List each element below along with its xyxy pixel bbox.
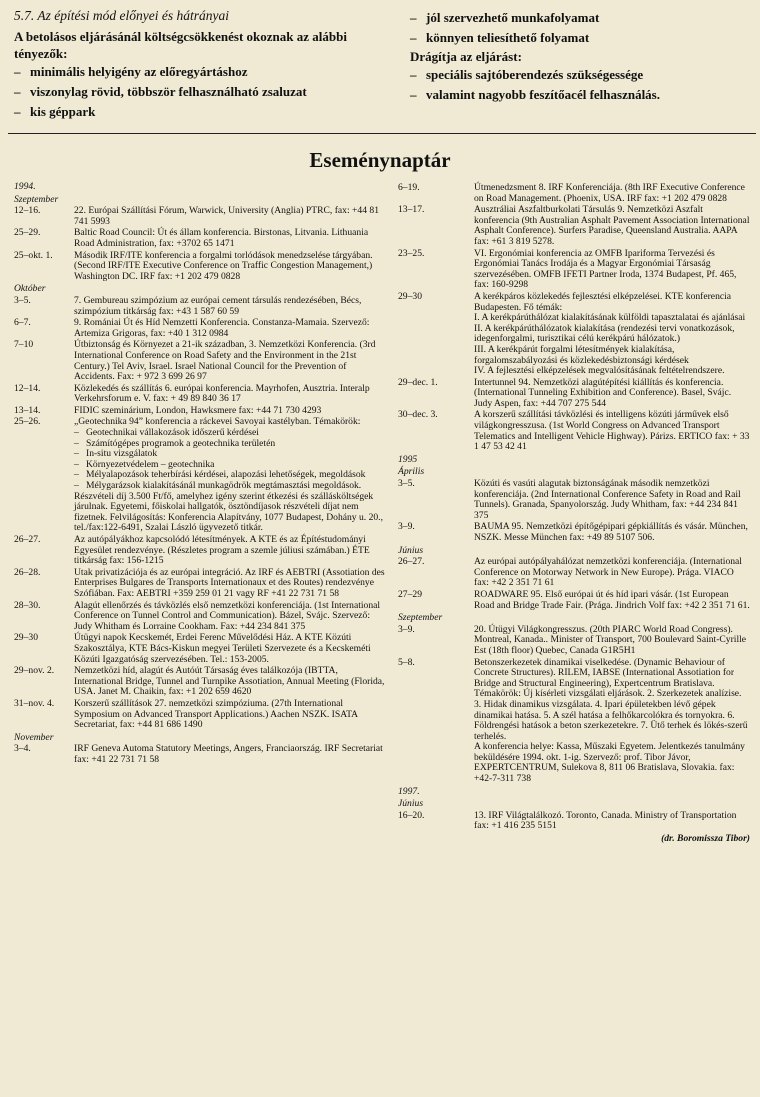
event-description: 20. Útügyi Világkongresszus. (20th PIARC World Road Congress). Montreal, Kanada.. Minister of Transport, 700 Boulevard Saint-Cyrille Est (18th floor) Quebec, Canada G1R5H1 — [474, 623, 747, 656]
calendar-event — [398, 205, 750, 247]
event-description: Az autópályákhoz kapcsolódó létesítmények. A KTE és az Építéstudományi Egyesület rendezvénye. (Részletes program a szemle júliusi számában.) ÉTE titkárság fax: 156-1215 — [74, 534, 370, 567]
event-description: 9. Romániai Út és Híd Nemzetti Konferencia. Constanza-Mamaia. Szervező: Artemiza Grigoras, fax: +40 1 312 0984 — [74, 317, 370, 339]
calendar-event — [14, 296, 388, 317]
event-paragraph: I. A kerékpárúthálózat kialakításának külföldi tapasztalatai és ajánlásai — [474, 312, 746, 324]
event-date: 26–28. — [14, 566, 41, 578]
event-description: Második IRF/ITE konferencia a forgalmi torlódások menedzselése tárgyában. (Second IRF/ITE Executive Conference on Traffic Congestion Management,) Washington DC. IRF fax: +1 202 479 0828 — [74, 249, 373, 282]
event-date: 3–5. — [398, 478, 415, 490]
event-date: 3–9. — [398, 623, 415, 635]
event-text — [474, 292, 750, 377]
drawbacks-title: Drágítja az eljárást: — [410, 49, 522, 64]
event-date: 29–nov. 2. — [14, 665, 55, 677]
calendar-event — [398, 479, 750, 521]
event-description: 13. IRF Világtalálkozó. Toronto, Canada. Ministry of Transportation fax: +1 416 235 5151 — [474, 809, 737, 832]
event-date: 7–10 — [14, 339, 34, 351]
event-paragraph: A konferencia helye: Kassa, Műszaki Egyetem. Jelentkezés tanulmány beküldésére 1994. okt. 1-ig. Szervező: prof. Tibor Jávor, EXPERTCENTRUM, Sulekova 8, 811 06 Bratislava, Slovakia. fax: +42-7-311 738 — [474, 741, 745, 785]
event-description: Utak privatizációja és az európai integráció. Az IRF és AEBTRI (Assotiation des Enterprises Bulgares de Transports Internationaux et des Routes) rendezvénye Szófiában. Fax: AEBTRI +359 259 01 21 vagy RF +41 22 731 71 58 — [74, 566, 385, 599]
event-description: Ausztráliai Aszfaltburkolati Társulás 9. Nemzetközi Aszfalt konferencia (9th Australian Asphalt Pavement Association International Asphalt Conference). Surfers Paradise, Queensland Australia. AAPA fax: +61 3 819 5278. — [474, 204, 750, 247]
event-description: Baltic Road Council: Út és állam konferencia. Birstonas, Litvania. Lithuania Road Administration, fax: +3702 65 1471 — [74, 227, 369, 249]
section-title: 5.7. Az építési mód előnyei és hátrányai — [14, 8, 229, 23]
advantage-item: – kis géppark — [14, 102, 394, 122]
drawbacks-list — [410, 65, 750, 105]
event-paragraph: II. A kerékpárúthálózatok kialakítása (rendezési tervi vonatkozások, idegenforgalmi, turisztikai célú kerékpárú hálózatok.) — [474, 322, 735, 345]
event-date: 12–16. — [14, 205, 41, 217]
advantage-item: – viszonylag rövid, többször felhasználható zsaluzat — [14, 82, 394, 102]
signature: (dr. Boromissza Tibor) — [661, 833, 750, 845]
calendar-left-column — [14, 182, 388, 765]
advantage-item: – minimális helyigény az előregyártáshoz — [14, 62, 394, 82]
calendar-event — [398, 658, 750, 785]
event-text — [74, 744, 388, 765]
calendar-group-heading: 1997. — [398, 785, 420, 797]
event-date: 12–14. — [14, 382, 41, 394]
calendar-event — [398, 557, 750, 589]
calendar-event — [398, 522, 750, 543]
section-left-column — [14, 8, 394, 122]
event-topic: – Környezetvédelem – geotechnika — [74, 460, 388, 471]
event-text — [74, 601, 388, 633]
section-right-column — [410, 8, 750, 105]
event-text — [474, 658, 750, 785]
event-description: Az európai autópályahálózat nemzetközi konferenciája. (International Conference on Motorway Network in New Europe). Prága. VIACO fax: +42 2 351 71 61 — [474, 556, 742, 589]
event-description: Korszerű szállítások 27. nemzetközi szimpóziuma. (27th International Symposium on Advanced Transport Applications.) Aachen NSZK. ISATA Secretariat, fax: +44 81 686 1490 — [74, 697, 358, 731]
event-text — [474, 249, 750, 291]
section-intro: A betolásos eljárásánál költségcsökkenést okoznak az alábbi tényezők: — [14, 29, 347, 61]
event-text — [474, 811, 750, 832]
event-date: 28–30. — [14, 599, 41, 611]
calendar-event — [14, 568, 388, 600]
event-date: 16–20. — [398, 809, 425, 821]
event-description: Intertunnel 94. Nemzetközi alagútépítési kiállítás és konferencia. (International Tunneling Exhibition and Conference). Basel, Svájc. Judy Aspen, fax: +44 707 275 544 — [474, 376, 732, 409]
calendar-event — [14, 535, 388, 567]
event-date: 13–17. — [398, 204, 425, 216]
calendar-event — [398, 292, 750, 377]
event-date: 26–27. — [14, 534, 41, 545]
event-topic: – Számítógépes programok a geotechnika területén — [74, 439, 388, 450]
event-description: „Geotechnika 94” konferencia a ráckevei Savoyai kastélyban. Témakörök: — [74, 416, 361, 428]
calendar-event — [14, 699, 388, 731]
advantages-list-left — [14, 62, 394, 122]
event-text — [74, 318, 388, 339]
event-paragraph: IV. A fejlesztési elképzelések megvalósításának feltételrendszere. — [474, 365, 725, 377]
calendar-event — [398, 378, 750, 410]
event-date: 27–29 — [398, 588, 422, 600]
calendar-event — [398, 410, 750, 452]
event-description: Közúti és vasúti alagutak biztonságának második nemzetközi konferenciája. (2nd International Conference Safety in Road and Rail Tunnels). Granada, Spanyolország. Judy Whitham, fax: +44 234 841 375 — [474, 478, 741, 521]
event-date: 26–27. — [398, 556, 425, 568]
calendar-group-heading: 1995 — [398, 453, 418, 465]
advantage-item: – jól szervezhető munkafolyamat — [410, 8, 750, 28]
calendar-event — [14, 601, 388, 633]
event-date: 3–5. — [14, 294, 31, 306]
event-date: 25–26. — [14, 416, 41, 428]
event-date: 25–okt. 1. — [14, 249, 53, 261]
event-text — [74, 417, 388, 534]
calendar-group-heading: Június — [398, 798, 424, 810]
event-text — [474, 557, 750, 589]
event-description: Közlekedés és szállítás 6. európai konferencia. Mayrhofen, Ausztria. Interalp Verkehrsforum e. V. fax: + 49 89 840 36 17 — [74, 382, 370, 405]
event-description: 7. Gembureau szimpózium az európai cement társulás rendezésében, Bécs, szimpózium titkárság fax: +43 1 587 60 59 — [74, 294, 362, 317]
event-date: 6–19. — [398, 182, 420, 193]
event-description: Alagút ellenőrzés és távközlés első nemzetközi konferenciája. (1st International Conference on Tunnel Control and Communication). Bázel, Svájc. Szervező: Judy Whitham és Lorraine Cookham. Fax: +44 234 841 375 — [74, 599, 381, 632]
event-text — [74, 296, 388, 317]
event-text — [74, 633, 388, 665]
event-date: 30–dec. 3. — [398, 409, 438, 421]
event-text — [74, 666, 388, 698]
calendar-title: Eseménynaptár — [309, 148, 451, 172]
event-text — [474, 378, 750, 410]
event-topic: – Geotechnikai vállakozások időszerű kérdései — [74, 428, 388, 439]
event-date: 31–nov. 4. — [14, 697, 55, 709]
event-text — [74, 535, 388, 567]
event-topic: – Mélygarázsok kialakításánál munkagödrök megtámasztási megoldások. — [74, 481, 388, 492]
calendar-event — [14, 318, 388, 339]
event-description: ROADWARE 95. Első európai út és híd ipari vásár. (1st European Road and Bridge Trade Fair. (Prága. Jindrich Volf fax: +42 2 351 71 61. — [474, 588, 750, 611]
event-date: 3–9. — [398, 521, 415, 533]
event-description: A kerékpáros közlekedés fejlesztési elképzelései. KTE konferencia Budapesten. Fő témák: — [474, 290, 732, 313]
drawback-item: – valamint nagyobb feszítőacél felhasználás. — [410, 85, 750, 105]
event-description: 22. Európai Szállítási Fórum, Warwick, University (Anglia) PTRC, fax: +44 81 741 5993 — [74, 205, 380, 227]
calendar-group-heading: Szeptember — [398, 612, 443, 624]
event-text — [474, 205, 750, 247]
event-description: Útmenedzsment 8. IRF Konferenciája. (8th IRF Executive Conference on Road Management. (Phoenix, USA. IRF fax: +1 202 479 0828 — [474, 182, 745, 204]
event-date: 3–4. — [14, 743, 31, 755]
event-date: 13–14. — [14, 404, 41, 416]
calendar-right-column — [398, 182, 750, 845]
calendar-event — [14, 417, 388, 534]
calendar-event — [14, 340, 388, 382]
event-text — [474, 479, 750, 521]
calendar-event — [14, 406, 388, 417]
event-extra: Részvételi díj 3.500 Ft/fő, amelyhez igény szerint étkezési és szállásköltségek járulnak. Egyetemi, főiskolai hallgatók, ösztöndíjasok részvételi díjat nem fizetnek. Felvilágosítás: Konferencia Alapítvány, 1077 Budapest, Dohány u. 20., tel./fax:122-6491, Szalai László ügyvezető titkár. — [74, 490, 383, 534]
calendar-event — [14, 384, 388, 405]
event-text — [474, 590, 750, 611]
event-topic: – Mélyalapozások teherbírási kérdései, alapozási lehetőségek, megoldások — [74, 470, 388, 481]
horizontal-rule — [8, 133, 756, 134]
event-text — [74, 406, 388, 417]
event-description: A korszerű szállítási távközlési és intelligens közúti járművek első világkongresszusa. (1st World Congress on Advanced Transport Telematics and Intelligent Vehicle Highway). Párizs. ERTICO fax: + 33 1 47 53 42 41 — [474, 409, 750, 453]
calendar-group-heading: Június — [398, 544, 424, 556]
event-text — [474, 522, 750, 543]
advantage-item: – könnyen teliesíthető folyamat — [410, 28, 750, 48]
calendar-group-heading: Október — [14, 283, 46, 295]
calendar-event — [14, 666, 388, 698]
calendar-event — [14, 251, 388, 283]
event-text — [474, 410, 750, 452]
calendar-group-heading: 1994. — [14, 181, 36, 192]
calendar-event — [398, 249, 750, 291]
event-text — [74, 699, 388, 731]
event-text — [74, 340, 388, 382]
calendar-event — [14, 206, 388, 227]
event-text — [474, 625, 750, 657]
event-date: 29–30 — [14, 632, 38, 644]
event-text — [74, 206, 388, 227]
event-description: BAUMA 95. Nemzetközi építőgépipari gépkiállítás és vásár. München, NSZK. Messe München fax: +49 89 5107 506. — [474, 521, 748, 543]
event-description: Nemzetközi híd, alagút és Autóút Társaság éves találkozója (IBTTA, International Bridge, Tunnel and Turnpike Assotiation, Annual Meeting (Florida, USA. Janet M. Chaikin, fax: +1 202 659 4620 — [74, 665, 385, 698]
event-description: Betonszerkezetek dinamikai viselkedése. (Dynamic Behaviour of Concrete Structures). RILEM, IABSE (International Assotiation for Bridge and Structural Engineering), Expertcentrum Bratislava. Témakörök: Új kísérleti vizsgálati eljárások. 2. Szerkezetek analízise. 3. Hidak dinamikus vizsgálata. 4. Ipari épületekben lévő gépek dinamikai hatása. 5. A szél hatása a felhőkarcolókra és tornyokra. 6. Földrengési hatások a beton szerkezetekre. 7. Ütő terhek és lökés-szerű terhelés. — [474, 656, 748, 742]
event-text — [474, 183, 750, 204]
calendar-event — [398, 590, 750, 611]
calendar-group-heading: Április — [398, 466, 425, 478]
event-text — [74, 228, 388, 249]
calendar-event — [14, 228, 388, 249]
advantages-list-right — [410, 8, 750, 48]
drawback-item: – speciális sajtóberendezés szükségessége — [410, 65, 750, 85]
calendar-event — [14, 744, 388, 765]
calendar-event — [398, 625, 750, 657]
event-date: 25–29. — [14, 227, 41, 239]
event-date: 6–7. — [14, 317, 31, 329]
event-text — [74, 568, 388, 600]
calendar-group-heading: November — [14, 731, 54, 743]
event-topic-list — [74, 428, 388, 492]
calendar-group-heading: Szeptember — [14, 193, 59, 205]
event-description: FIDIC szeminárium, London, Hawksmere fax: +44 71 730 4293 — [74, 404, 322, 416]
section-5-7 — [14, 8, 754, 136]
calendar-event — [14, 633, 388, 665]
event-topic: – In-situ vizsgálatok — [74, 449, 388, 460]
event-description: Útügyi napok Kecskemét, Erdei Ferenc Művelődési Ház. A KTE Közúti Szakosztálya, KTE Bács-Kiskun megyei Területi Szervezete és a Kecskeméti Közúti Igazgatóság szervezésében. Tel.: 153-2005. — [74, 632, 371, 665]
event-date: 29–dec. 1. — [398, 376, 438, 388]
event-text — [74, 384, 388, 405]
event-text — [74, 251, 388, 283]
event-paragraph: III. A kerékpárút forgalmi létesítmények kialakítása, forgalomszabályozási és közlekedésbiztonsági kérdések — [474, 343, 689, 366]
event-date: 5–8. — [398, 656, 415, 668]
calendar-event — [398, 183, 750, 204]
event-description: VI. Ergonómiai konferencia az OMFB Ipariforma Tervezési és Ergonómiai Tanács Irodája és a Magyar Ergonómiai Társaság szervezésében. OMFB IFETI Partner Iroda, 1374 Budapest, Pf. 465, fax: 160-9298 — [474, 247, 737, 291]
event-description: IRF Geneva Automa Statutory Meetings, Angers, Franciaország. IRF Secretariat fax: +41 22 731 71 58 — [74, 743, 383, 765]
event-date: 23–25. — [398, 247, 425, 259]
calendar-event — [398, 811, 750, 832]
event-description: Útbiztonság és Környezet a 21-ik században, 3. Nemzetközi Konferencia. (3rd International Conference on Road Safety and the Environment in the 21st Century.) Tel Aviv, Israel. Israel National Council for the Prevention of Accidents. Fax: + 972 3 699 26 97 — [74, 339, 376, 383]
event-date: 29–30 — [398, 290, 422, 302]
